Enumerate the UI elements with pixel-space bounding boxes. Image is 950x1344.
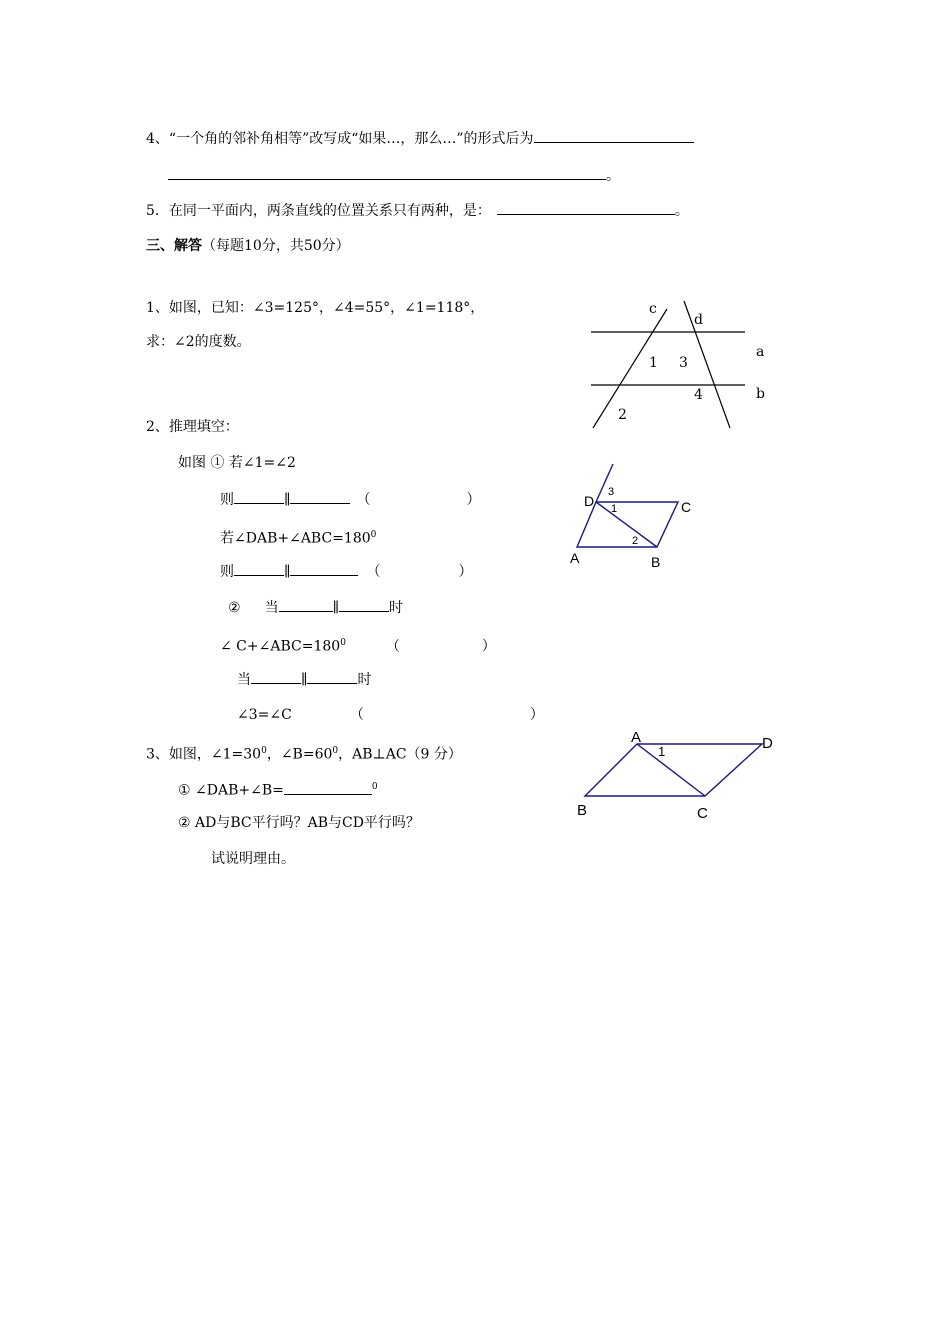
q4-answer-blank-1[interactable] xyxy=(534,128,694,143)
p2-l5-blank-2[interactable] xyxy=(339,597,389,612)
section3-note: （每题10分，共50分） xyxy=(202,238,350,254)
label-angle-3: 3 xyxy=(608,486,615,498)
p1-figure xyxy=(585,295,785,435)
label-angle-1: 1 xyxy=(611,503,618,515)
label-C: C xyxy=(681,499,692,515)
p2-l5-time: 时 xyxy=(389,600,404,616)
p2-l4-blank-2[interactable] xyxy=(290,561,358,576)
p2-l7-time: 时 xyxy=(357,672,372,688)
p3-sup1: 0 xyxy=(261,746,267,756)
p2-l8-open: （ xyxy=(349,707,364,723)
p2-l8 xyxy=(237,705,544,725)
q5-answer-blank[interactable] xyxy=(497,200,675,215)
p2-l6-sup: 0 xyxy=(340,638,346,648)
p2-l6-close: ） xyxy=(481,638,496,655)
p1-line1: 1、如图，已知：∠3=125°，∠4=55°，∠1=118°， xyxy=(146,300,485,316)
q4-end: 。 xyxy=(606,168,620,184)
label-angle-1: 1 xyxy=(658,744,666,759)
p1-line2: 求：∠2的度数。 xyxy=(146,334,251,350)
p3-q1-sup: 0 xyxy=(371,782,378,792)
p3-line1-c: ，AB⊥AC（9 分） xyxy=(338,746,462,763)
label-angle-2: 2 xyxy=(632,535,639,547)
p2-figure xyxy=(565,460,705,575)
p2-l2-blank-2[interactable] xyxy=(290,489,350,504)
p2-l7 xyxy=(237,669,371,690)
p3-q1-blank[interactable] xyxy=(284,780,372,795)
p2-l6-open: （ xyxy=(385,638,400,655)
q4-line-2 xyxy=(168,165,620,186)
p3-q1-text: ① ∠DAB+∠B= xyxy=(178,782,284,799)
p2-l2 xyxy=(220,489,480,510)
q5-text: 5．在同一平面内，两条直线的位置关系只有两种，是： xyxy=(146,203,491,219)
label-angle-2: 2 xyxy=(618,407,627,423)
label-A: A xyxy=(631,729,642,746)
diagonal-ac xyxy=(637,744,705,796)
p2-l5 xyxy=(228,597,403,618)
p2-l3-text: 若∠DAB+∠ABC=180 xyxy=(220,530,371,547)
p2-l3-sup: 0 xyxy=(370,530,377,540)
label-B: B xyxy=(651,554,661,570)
p3-q1 xyxy=(178,777,378,801)
p2-l4-then: 则 xyxy=(220,564,234,580)
p2-l7-blank-2[interactable] xyxy=(307,669,357,684)
p2-l4 xyxy=(220,561,472,582)
label-B: B xyxy=(577,802,588,819)
p2-l2-then: 则 xyxy=(220,492,234,508)
label-b: b xyxy=(756,386,765,402)
p3-line1-a: 3、如图，∠1=30 xyxy=(146,746,262,763)
p2-l6-text: ∠ C+∠ABC=180 xyxy=(220,638,341,655)
p2-l2-blank-1[interactable] xyxy=(234,489,284,504)
section3-title: 三、解答 xyxy=(146,238,202,254)
p3-line1 xyxy=(146,741,462,765)
label-c: c xyxy=(649,301,657,317)
label-D: D xyxy=(762,735,773,752)
label-A: A xyxy=(570,550,580,566)
p2-l8-text: ∠3=∠C xyxy=(237,707,292,723)
q4-answer-blank-2[interactable] xyxy=(168,165,606,180)
p2-l6 xyxy=(220,633,496,657)
diagonal-db xyxy=(596,502,657,547)
p2-l4-open: （ xyxy=(366,564,381,580)
label-angle-3: 3 xyxy=(679,355,688,371)
label-angle-1: 1 xyxy=(649,355,658,371)
p2-l4-parallel: ∥ xyxy=(284,564,291,580)
label-a: a xyxy=(756,344,765,360)
q5-line xyxy=(146,200,689,221)
p2-l5-parallel: ∥ xyxy=(332,600,340,616)
p3-figure xyxy=(572,725,782,825)
label-D: D xyxy=(584,493,595,509)
label-C: C xyxy=(697,805,708,822)
p2-l5-blank-1[interactable] xyxy=(279,597,333,612)
p2-l7-when: 当 xyxy=(237,672,251,688)
line-d xyxy=(684,301,730,428)
q4-number: 4、 xyxy=(146,131,169,147)
q4-text: “一个角的邻补角相等”改写成“如果…，那么…”的形式后为 xyxy=(168,131,534,147)
p2-l2-parallel: ∥ xyxy=(284,492,291,508)
p3-line1-b: ，∠B=60 xyxy=(266,746,333,763)
p3-sup2: 0 xyxy=(332,746,339,756)
section3-header xyxy=(146,236,350,256)
p2-l2-close: ） xyxy=(466,492,481,508)
p2-l7-blank-1[interactable] xyxy=(251,669,301,684)
p2-l4-close: ） xyxy=(458,564,473,580)
label-d: d xyxy=(694,312,703,328)
p2-l3 xyxy=(220,525,376,549)
p2-l2-open: （ xyxy=(356,492,371,508)
p2-l7-parallel: ∥ xyxy=(301,672,308,688)
p2-l5-when: 当 xyxy=(264,600,279,616)
p3-q3: 试说明理由。 xyxy=(211,851,295,867)
p3-q2: ② AD与BC平行吗？AB与CD平行吗？ xyxy=(178,815,420,831)
p2-l4-blank-1[interactable] xyxy=(234,561,284,576)
q4-line xyxy=(146,128,694,149)
parallelogram-abcd xyxy=(585,744,762,796)
q5-end: 。 xyxy=(674,203,689,219)
p2-l1: 如图 ① 若∠1=∠2 xyxy=(178,455,296,471)
label-angle-4: 4 xyxy=(694,387,703,403)
p2-title: 2、推理填空： xyxy=(146,419,239,435)
p2-l5-circled-2: ② xyxy=(228,600,241,616)
p2-l8-close: ） xyxy=(529,707,544,723)
